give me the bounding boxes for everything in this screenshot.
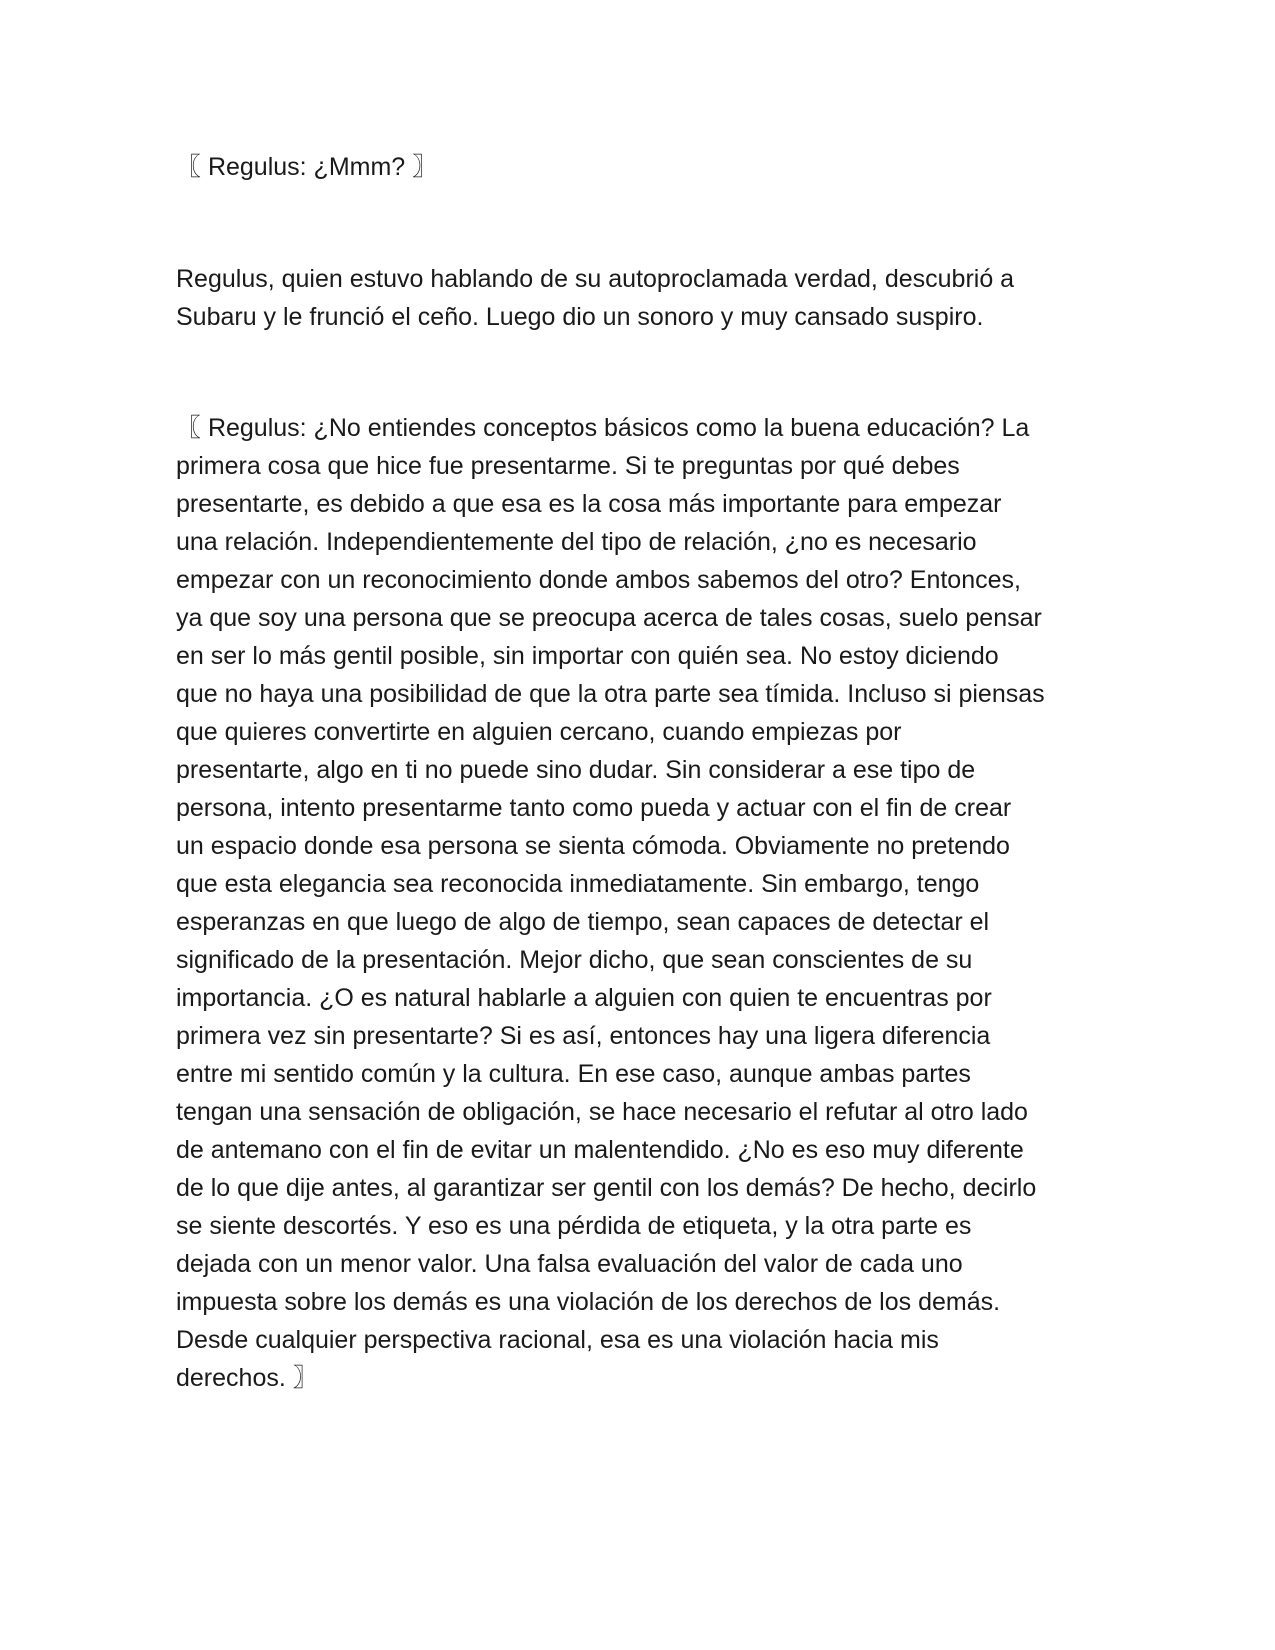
dialogue-paragraph-regulus-speech — [176, 409, 1106, 1397]
text-line: de lo que dije antes, al garantizar ser gentil con los demás? De hecho, decirlo — [176, 1174, 1037, 1202]
text-line: dejada con un menor valor. Una falsa evaluación del valor de cada uno — [176, 1250, 963, 1278]
text-line: significado de la presentación. Mejor dicho, que sean conscientes de su — [176, 946, 973, 974]
text-line: un espacio donde esa persona se sienta cómoda. Obviamente no pretendo — [176, 832, 1010, 860]
text-line: primera cosa que hice fue presentarme. Si te preguntas por qué debes — [176, 452, 960, 480]
text-line: impuesta sobre los demás es una violación de los derechos de los demás. — [176, 1288, 1001, 1316]
text-line: entre mi sentido común y la cultura. En ese caso, aunque ambas partes — [176, 1060, 971, 1088]
text-line: que quieres convertirte en alguien cercano, cuando empiezas por — [176, 718, 902, 746]
text-line: ya que soy una persona que se preocupa acerca de tales cosas, suelo pensar — [176, 604, 1042, 632]
text-line: derechos. 〗 — [176, 1364, 318, 1392]
narration-paragraph — [176, 260, 1106, 336]
text-line: que esta elegancia sea reconocida inmediatamente. Sin embargo, tengo — [176, 870, 980, 898]
text-line: Desde cualquier perspectiva racional, esa es una violación hacia mis — [176, 1326, 939, 1354]
text-line: esperanzas en que luego de algo de tiempo, sean capaces de detectar el — [176, 908, 990, 936]
text-line: Regulus, quien estuvo hablando de su autoproclamada verdad, descubrió a — [176, 265, 1015, 293]
text-line: presentarte, algo en ti no puede sino dudar. Sin considerar a ese tipo de — [176, 756, 976, 784]
text-line: en ser lo más gentil posible, sin importar con quién sea. No estoy diciendo — [176, 642, 999, 670]
text-line: empezar con un reconocimiento donde ambos sabemos del otro? Entonces, — [176, 566, 1021, 594]
text-line: presentarte, es debido a que esa es la cosa más importante para empezar — [176, 490, 1002, 518]
text-line: 〖 Regulus: ¿Mmm? 〗 — [176, 153, 438, 181]
text-line: una relación. Independientemente del tipo de relación, ¿no es necesario — [176, 528, 977, 556]
text-line: 〖 Regulus: ¿No entiendes conceptos básicos como la buena educación? La — [176, 414, 1030, 442]
text-line: Subaru y le frunció el ceño. Luego dio un sonoro y muy cansado suspiro. — [176, 303, 984, 331]
text-line: de antemano con el fin de evitar un malentendido. ¿No es eso muy diferente — [176, 1136, 1024, 1164]
text-line: tengan una sensación de obligación, se hace necesario el refutar al otro lado — [176, 1098, 1028, 1126]
text-line: primera vez sin presentarte? Si es así, entonces hay una ligera diferencia — [176, 1022, 991, 1050]
text-line: se siente descortés. Y eso es una pérdida de etiqueta, y la otra parte es — [176, 1212, 972, 1240]
dialogue-paragraph-regulus-mmm — [176, 148, 1106, 186]
text-line: persona, intento presentarme tanto como pueda y actuar con el fin de crear — [176, 794, 1012, 822]
text-line: que no haya una posibilidad de que la otra parte sea tímida. Incluso si piensas — [176, 680, 1045, 708]
text-line: importancia. ¿O es natural hablarle a alguien con quien te encuentras por — [176, 984, 992, 1012]
